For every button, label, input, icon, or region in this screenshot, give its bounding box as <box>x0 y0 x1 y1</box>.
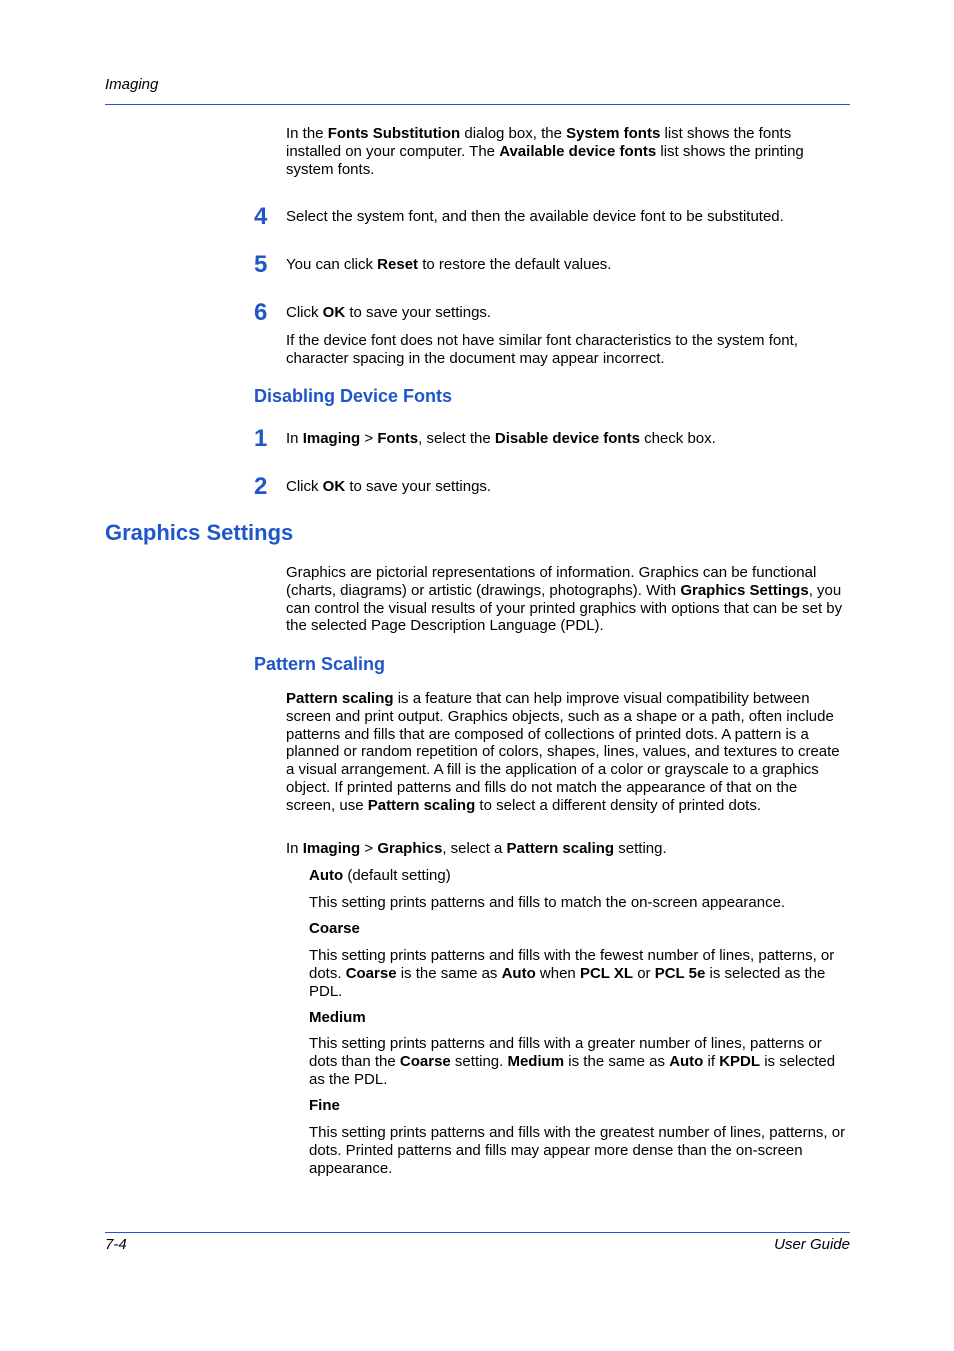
step-number: 4 <box>254 203 268 230</box>
bold-term: Available device fonts <box>499 142 657 160</box>
bold-term: Coarse <box>345 964 397 982</box>
footer-rule <box>105 1232 850 1233</box>
bold-term: OK <box>322 478 346 495</box>
step-number: 6 <box>254 299 268 326</box>
bold-term: System fonts <box>566 125 661 142</box>
option-auto-label: Auto (default setting) <box>309 867 451 884</box>
bold-term: OK <box>322 304 346 321</box>
step-text: In Imaging > Fonts, select the Disable device fonts check box. <box>286 430 716 447</box>
running-header: Imaging <box>105 76 159 93</box>
bold-term: Imaging <box>302 430 361 447</box>
bold-term: Graphics <box>377 840 443 857</box>
bold-term: Medium <box>507 1052 565 1070</box>
pattern-paragraph: Pattern scaling is a feature that can help improve visual compatibility between screen and print output. Graphics objects, such as a shape or a path, often include patterns and fills that are composed of collections of printed dots. A pattern is a planned or random repetition of colors, shapes, lines, values, and textures to create a visual arrangement. A fill is the application of a color or grayscale to a graphics object. If printed patterns and fills do not match the appearance of that on the screen, use Pattern scaling to select a different density of printed dots. <box>286 690 840 814</box>
step-note: If the device font does not have similar font characteristics to the system font, character spacing in the document may appear incorrect. <box>286 332 798 367</box>
section-heading-graphics-settings: Graphics Settings <box>105 520 294 545</box>
bold-term: Auto <box>309 867 344 884</box>
document-title: User Guide <box>774 1236 850 1253</box>
bold-term: Fonts Substitution <box>327 125 461 142</box>
bold-term: KPDL <box>719 1052 761 1070</box>
bold-term: Graphics Settings <box>680 581 809 599</box>
bold-term: Auto <box>669 1052 704 1070</box>
option-coarse-description: This setting prints patterns and fills with the fewest number of lines, patterns, or dots. Coarse is the same as Auto when PCL XL or PCL 5e is selected as the PDL. <box>309 947 835 1000</box>
bold-term: Pattern scaling <box>506 840 615 857</box>
bold-term: PCL XL <box>579 964 634 982</box>
step-text: You can click Reset to restore the default values. <box>286 256 612 273</box>
step-number: 5 <box>254 251 268 278</box>
section-heading-disabling-device-fonts: Disabling Device Fonts <box>254 386 453 406</box>
bold-term: PCL 5e <box>654 964 706 982</box>
option-medium-label: Medium <box>309 1009 366 1026</box>
bold-term: Fonts <box>377 430 419 447</box>
option-medium-description: This setting prints patterns and fills with a greater number of lines, patterns or dots than the Coarse setting. Medium is the same as Auto if KPDL is selected as the PDL. <box>309 1035 836 1088</box>
step-text: Click OK to save your settings. <box>286 304 492 321</box>
option-coarse-label: Coarse <box>309 920 360 937</box>
bold-term: Imaging <box>302 840 361 857</box>
section-heading-pattern-scaling: Pattern Scaling <box>254 654 386 674</box>
bold-term: Pattern scaling <box>367 796 476 814</box>
step-text: Select the system font, and then the available device font to be substituted. <box>286 208 784 225</box>
pattern-instruction: In Imaging > Graphics, select a Pattern scaling setting. <box>286 840 667 857</box>
step-number: 2 <box>254 473 268 500</box>
graphics-paragraph: Graphics are pictorial representations of information. Graphics can be functional (charts, diagrams) or artistic (drawings, photographs). With Graphics Settings, you can control the visual results of your printed graphics with options that can be set by the selected Page Description Language (PDL). <box>286 564 843 635</box>
bold-term: Disable device fonts <box>494 430 640 447</box>
option-fine-label: Fine <box>309 1097 340 1114</box>
bold-term: Reset <box>377 256 419 273</box>
option-fine-description: This setting prints patterns and fills with the greatest number of lines, patterns, or dots. Printed patterns and fills may appear more dense than the on-screen appearance. <box>309 1124 846 1177</box>
bold-term: Pattern scaling <box>286 690 394 707</box>
intro-paragraph: In the Fonts Substitution dialog box, the System fonts list shows the fonts installed on your computer. The Available device fonts list shows the printing system fonts. <box>286 125 804 178</box>
bold-term: Coarse <box>399 1052 451 1070</box>
step-number: 1 <box>254 425 268 452</box>
page-number: 7-4 <box>105 1236 127 1253</box>
option-auto-description: This setting prints patterns and fills to match the on-screen appearance. <box>309 894 786 911</box>
header-rule <box>105 104 850 105</box>
step-text: Click OK to save your settings. <box>286 478 492 495</box>
bold-term: Auto <box>501 964 536 982</box>
